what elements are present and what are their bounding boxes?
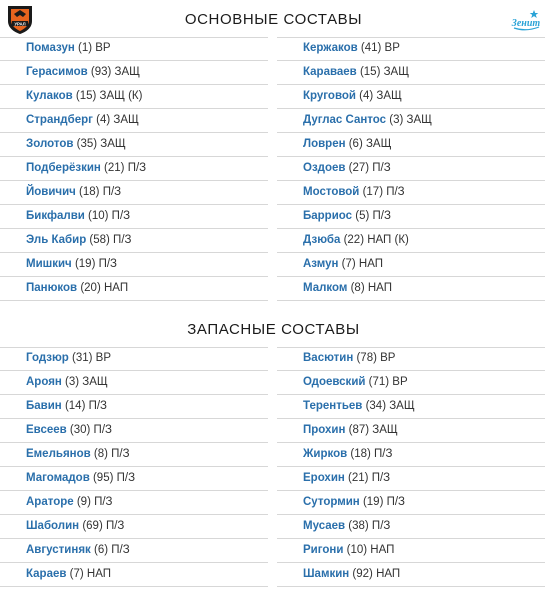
player-name-link[interactable]: Оздоев — [303, 162, 346, 174]
player-name-link[interactable]: Малком — [303, 282, 348, 294]
player-number-position: (58) П/З — [86, 234, 132, 246]
player-name-link[interactable]: Ригони — [303, 544, 344, 556]
player-name-link[interactable]: Дуглас Сантос — [303, 114, 387, 126]
player-number-position: (18) П/З — [347, 448, 393, 460]
player-row — [0, 443, 268, 467]
player-number-position: (14) П/З — [61, 400, 107, 412]
player-row — [0, 563, 268, 587]
player-row — [0, 85, 268, 109]
player-name-link[interactable]: Евсеев — [26, 424, 67, 436]
player-number-position: (35) ЗАЩ — [73, 138, 126, 150]
player-row — [277, 419, 545, 443]
player-number-position: (30) П/З — [66, 424, 112, 436]
player-row — [277, 443, 545, 467]
player-name-link[interactable]: Бавин — [26, 400, 62, 412]
player-name-link[interactable]: Емельянов — [26, 448, 91, 460]
player-name-link[interactable]: Помазун — [26, 42, 75, 54]
player-number-position: (21) П/З — [344, 472, 391, 484]
player-name-link[interactable]: Кержаков — [303, 42, 358, 54]
player-row — [0, 419, 268, 443]
player-name-link[interactable]: Подберёзкин — [26, 162, 101, 174]
player-name-link[interactable]: Бикфалви — [26, 210, 85, 222]
divider — [277, 37, 545, 38]
player-number-position: (17) П/З — [359, 186, 405, 198]
player-row — [0, 491, 268, 515]
player-row — [277, 157, 545, 181]
player-number-position: (15) ЗАЩ — [356, 66, 410, 78]
player-name-link[interactable]: Мишкич — [26, 258, 72, 270]
player-row — [0, 395, 268, 419]
player-name-link[interactable]: Азмун — [303, 258, 339, 270]
divider — [277, 347, 545, 348]
player-row — [0, 467, 268, 491]
player-number-position: (92) НАП — [349, 568, 401, 580]
player-number-position: (31) ВР — [68, 352, 112, 364]
player-name-link[interactable]: Круговой — [303, 90, 356, 102]
player-row — [277, 539, 545, 563]
player-number-position: (27) П/З — [345, 162, 391, 174]
player-row — [277, 85, 545, 109]
player-number-position: (93) ЗАЩ — [87, 66, 140, 78]
player-row — [277, 491, 545, 515]
player-row — [277, 133, 545, 157]
player-number-position: (34) ЗАЩ — [362, 400, 415, 412]
starting-home-list — [0, 37, 268, 301]
player-name-link[interactable]: Ерохин — [303, 472, 345, 484]
player-row — [277, 253, 545, 277]
player-number-position: (8) П/З — [90, 448, 130, 460]
player-name-link[interactable]: Герасимов — [26, 66, 88, 78]
player-number-position: (7) НАП — [66, 568, 112, 580]
player-row — [0, 157, 268, 181]
player-row — [0, 515, 268, 539]
player-row — [0, 347, 268, 371]
player-number-position: (10) П/З — [84, 210, 131, 222]
player-number-position: (4) ЗАЩ — [355, 90, 402, 102]
player-row — [0, 371, 268, 395]
player-number-position: (71) ВР — [365, 376, 408, 388]
player-row — [277, 467, 545, 491]
player-number-position: (20) НАП — [77, 282, 129, 294]
player-row — [0, 253, 268, 277]
player-row — [277, 229, 545, 253]
player-name-link[interactable]: Августиняк — [26, 544, 91, 556]
player-row — [277, 563, 545, 587]
player-name-link[interactable]: Мусаев — [303, 520, 346, 532]
substitutes-title: ЗАПАСНЫЕ СОСТАВЫ — [187, 321, 360, 338]
player-name-link[interactable]: Эль Кабир — [26, 234, 87, 246]
player-name-link[interactable]: Барриос — [303, 210, 353, 222]
player-name-link[interactable]: Араторе — [26, 496, 74, 508]
player-name-link[interactable]: Дзюба — [303, 234, 341, 246]
player-number-position: (4) ЗАЩ — [92, 114, 139, 126]
player-number-position: (95) П/З — [89, 472, 136, 484]
player-number-position: (7) НАП — [338, 258, 383, 270]
player-name-link[interactable]: Караваев — [303, 66, 357, 78]
player-row — [277, 395, 545, 419]
player-number-position: (21) П/З — [100, 162, 147, 174]
player-number-position: (3) ЗАЩ — [386, 114, 432, 126]
subs-home-list — [0, 347, 268, 587]
zenit-logo-text: Зенит — [511, 18, 541, 29]
player-name-link[interactable]: Кулаков — [26, 90, 73, 102]
player-number-position: (8) НАП — [347, 282, 392, 294]
player-name-link[interactable]: Шамкин — [303, 568, 350, 580]
player-name-link[interactable]: Терентьев — [303, 400, 363, 412]
player-number-position: (19) П/З — [71, 258, 117, 270]
player-number-position: (41) ВР — [357, 42, 400, 54]
player-number-position: (9) П/З — [73, 496, 113, 508]
player-name-link[interactable]: Магомадов — [26, 472, 90, 484]
starting-away-list — [277, 37, 545, 301]
player-name-link[interactable]: Панюков — [26, 282, 78, 294]
player-name-link[interactable]: Страндберг — [26, 114, 93, 126]
player-number-position: (38) П/З — [345, 520, 391, 532]
player-number-position: (22) НАП (К) — [340, 234, 409, 246]
player-row — [0, 539, 268, 563]
player-name-link[interactable]: Караев — [26, 568, 67, 580]
player-number-position: (18) П/З — [75, 186, 122, 198]
player-name-link[interactable]: Сутормин — [303, 496, 360, 508]
player-row — [277, 61, 545, 85]
player-row — [0, 205, 268, 229]
player-name-link[interactable]: Одоевский — [303, 376, 366, 388]
player-number-position: (6) ЗАЩ — [345, 138, 392, 150]
player-row — [277, 205, 545, 229]
player-row — [277, 371, 545, 395]
player-name-link[interactable]: Жирков — [303, 448, 348, 460]
subs-away-list — [277, 347, 545, 587]
player-row — [0, 277, 268, 301]
player-row — [0, 109, 268, 133]
player-row — [277, 277, 545, 301]
player-row — [277, 37, 545, 61]
player-row — [0, 229, 268, 253]
player-row — [277, 109, 545, 133]
player-row — [277, 181, 545, 205]
divider — [0, 37, 268, 38]
player-row — [0, 61, 268, 85]
player-number-position: (19) П/З — [359, 496, 405, 508]
player-row — [277, 347, 545, 371]
player-name-link[interactable]: Золотов — [26, 138, 74, 150]
player-row — [0, 133, 268, 157]
player-name-link[interactable]: Прохин — [303, 424, 346, 436]
player-name-link[interactable]: Мостовой — [303, 186, 360, 198]
player-number-position: (87) ЗАЩ — [345, 424, 398, 436]
player-name-link[interactable]: Ловрен — [303, 138, 346, 150]
player-number-position: (1) ВР — [74, 42, 111, 54]
player-name-link[interactable]: Ароян — [26, 376, 62, 388]
player-number-position: (5) П/З — [352, 210, 391, 222]
player-row — [0, 37, 268, 61]
player-number-position: (69) П/З — [79, 520, 125, 532]
divider — [0, 347, 268, 348]
player-number-position: (10) НАП — [343, 544, 395, 556]
player-name-link[interactable]: Васютин — [303, 352, 354, 364]
starting-lineups-title: ОСНОВНЫЕ СОСТАВЫ — [184, 11, 363, 28]
player-number-position: (3) ЗАЩ — [61, 376, 108, 388]
player-name-link[interactable]: Йовичич — [26, 186, 76, 198]
player-row — [277, 515, 545, 539]
ural-logo-text: УРАЛ — [14, 21, 26, 27]
player-name-link[interactable]: Годзюр — [26, 352, 69, 364]
player-row — [0, 181, 268, 205]
player-number-position: (15) ЗАЩ (К) — [72, 90, 143, 102]
player-number-position: (6) П/З — [90, 544, 130, 556]
player-number-position: (78) ВР — [353, 352, 396, 364]
player-name-link[interactable]: Шаболин — [26, 520, 80, 532]
